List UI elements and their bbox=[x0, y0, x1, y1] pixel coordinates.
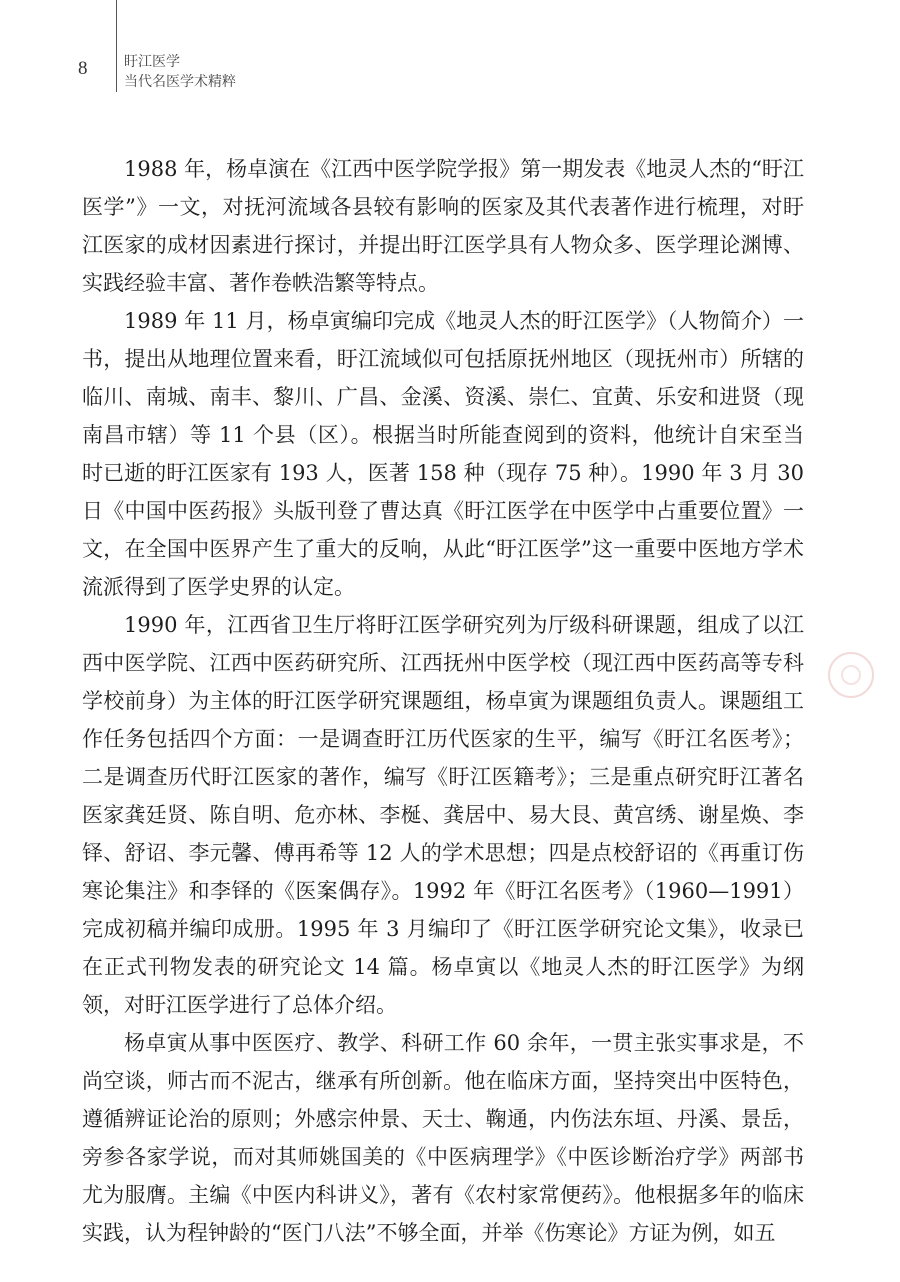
paragraph-1: 1988 年，杨卓演在《江西中医学院学报》第一期发表《地灵人杰的“盱江医学”》一文，对抚河流域各县较有影响的医家及其代表著作进行梳理，对盱江医家的成材因素进行探讨，并提出盱江医学具有人物众多、医学理论渊博、实践经验丰富、著作卷帙浩繁等特点。 bbox=[82, 157, 804, 295]
header-divider bbox=[116, 0, 117, 92]
series-title: 盱江医学 bbox=[124, 54, 180, 70]
paragraph-2: 1989 年 11 月，杨卓寅编印完成《地灵人杰的盱江医学》（人物简介）一书，提出从地理位置来看，盱江流域似可包括原抚州地区（现抚州市）所辖的临川、南城、南丰、黎川、广昌、金溪、资溪、崇仁、宜黄、乐安和进贤（现南昌市辖）等 11 个县（区）。根据当时所能查阅到的资料，他统计自宋至当时已逝的盱江医家有 193 人，医著 158 种（现存 75 种）。1990 年 3 月 30 日《中国中医药报》头版刊登了曹达真《盱江医学在中医学中占重要位置》一文，在全国中医界产生了重大的反响，从此“盱江医学”这一重要中医地方学术流派得到了医学史界的认定。 bbox=[82, 309, 804, 599]
book-title: 当代名医学术精粹 bbox=[124, 74, 236, 90]
page-number: 8 bbox=[78, 58, 88, 79]
stamp-icon bbox=[828, 652, 874, 698]
running-header bbox=[124, 52, 236, 92]
body-text bbox=[82, 150, 804, 1252]
paragraph-4: 杨卓寅从事中医医疗、教学、科研工作 60 余年，一贯主张实事求是，不尚空谈，师古而不泥古，继承有所创新。他在临床方面，坚持突出中医特色，遵循辨证论治的原则；外感宗仲景、天士、鞠通，内伤法东垣、丹溪、景岳，旁参各家学说，而对其师姚国美的《中医病理学》《中医诊断治疗学》两部书尤为服膺。主编《中医内科讲义》，著有《农村家常便药》。他根据多年的临床实践，认为程钟龄的“医门八法”不够全面，并举《伤寒论》方证为例，如五 bbox=[82, 1031, 804, 1245]
paragraph-3: 1990 年，江西省卫生厅将盱江医学研究列为厅级科研课题，组成了以江西中医学院、江西中医药研究所、江西抚州中医学校（现江西中医药高等专科学校前身）为主体的盱江医学研究课题组，杨卓寅为课题组负责人。课题组工作任务包括四个方面：一是调查盱江历代医家的生平，编写《盱江名医考》；二是调查历代盱江医家的著作，编写《盱江医籍考》；三是重点研究盱江著名医家龚廷贤、陈自明、危亦林、李梴、龚居中、易大艮、黄宫绣、谢星焕、李铎、舒诏、李元馨、傅再希等 12 人的学术思想；四是点校舒诏的《再重订伤寒论集注》和李铎的《医案偶存》。1992 年《盱江名医考》（1960—1991）完成初稿并编印成册。1995 年 3 月编印了《盱江医学研究论文集》，收录已在正式刊物发表的研究论文 14 篇。杨卓寅以《地灵人杰的盱江医学》为纲领，对盱江医学进行了总体介绍。 bbox=[82, 613, 804, 1017]
